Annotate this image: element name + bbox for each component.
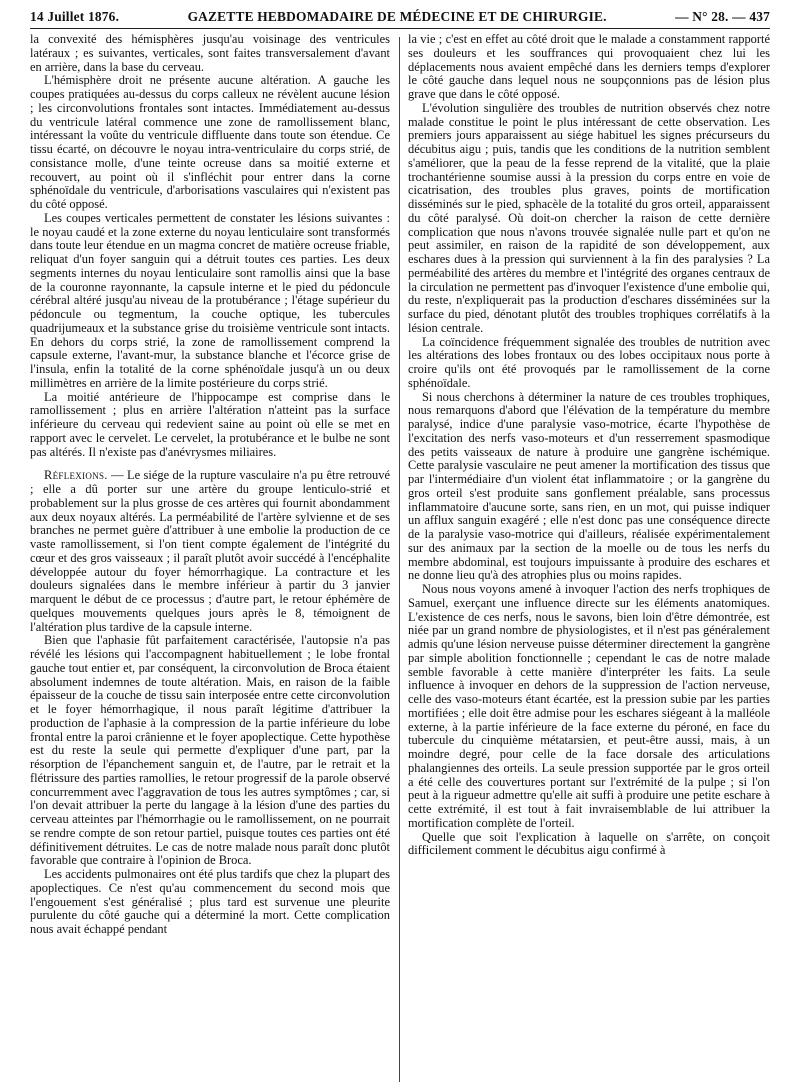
paragraph: Si nous cherchons à déterminer la nature de ces troubles trophiques, nous remarquons d'abord que l'élévation de la température du membre paralysé, indice d'une paralysie vaso-motrice, écarte l'hypothèse de l'excitation des nerfs vaso-moteurs et d'un resserrement spasmodique des petits vaisseaux de nature à produire une gangrène ischémique. Cette paralysie vasculaire ne peut amener la mortification des tissus que par l'intermédiaire d'un violent état inflammatoire ; or la gangrène du gros orteil s'est produite sans gonflement préalable, sans processus inflammatoire d'aucune sorte, sans rien, en un mot, qui puisse indiquer un afflux sanguin exagéré ; elle n'est donc pas une conséquence directe de la paralysie vaso-motrice qui d'ailleurs, réalisée expérimentalement sur des animaux par la section de la moelle ou de tous les nerfs du membre abdominal, est toujours impuissante à produire des eschares et ne donne lieu qu'à des atrophies plus ou moins rapides.	[408, 389, 770, 583]
paragraph-text: — Le siége de la rupture vasculaire n'a pu être retrouvé ; elle a dû porter sur une artère du groupe lenticulo-strié et probablement sur la plus grosse de ces artères qui fournit abondamment aux deux noyaux altérés. La perméabilité de l'artère sylvienne et de ses branches ne permet guère d'attribuer à une embolie la production de ce vaste ramollissement, si l'on tient compte également de l'intégrité du cœur et des gros vaisseaux ; il paraît plutôt avoir succédé à l'encéphalite développée autour du foyer hémorrhagique. La contracture et les douleurs signalées dans le membre inférieur à partir du 3 janvier marquent le début de ce processus ; d'autre part, le retour éphémère de quelques mouvements quelques jours après le 8, témoignent de l'altération plus tardive de la capsule interne.	[30, 468, 390, 634]
header-page-info	[675, 6, 770, 28]
section-label: Réflexions.	[44, 468, 108, 483]
paragraph: La moitié antérieure de l'hippocampe est comprise dans le ramollissement ; plus en arrière l'altération n'atteint pas la surface inférieure du cerveau qui redevient saine au point où elle se met en rapport avec le cervelet. Le cervelet, la protubérance et le bulbe ne sont pas altérés. Il n'existe pas d'anévrysmes miliaires.	[30, 389, 390, 459]
paragraph: la vie ; c'est en effet au côté droit que le malade a constamment rapporté ses douleurs et les souffrances qui provoquaient chez lui les déplacements nous avaient empêché dans les derniers temps d'explorer le côté gauche dans lequel nous ne soupçonnions pas de lésion plus grave que dans le côté opposé.	[408, 33, 770, 101]
paragraph: Nous nous voyons amené à invoquer l'action des nerfs trophiques de Samuel, exerçant une influence directe sur les éléments anatomiques. L'existence de ces nerfs, nous le savons, bien loin d'être démontrée, est niée par un grand nombre de physiologistes, et il n'est pas généralement admis qu'une lésion nerveuse puisse déterminer directement la gangrène par simple abolition fonctionnelle ; cependant le cas de notre malade semble favorable à cette manière d'interpréter les faits. La seule influence à invoquer en dehors de la suppression de l'action nerveuse, celle des vaso-moteurs étant écartée, est la pression subie par les parties mortifiées ; elle doit être admise pour les eschares siégeant à la malléole externe, à la partie inférieure de la face externe du péroné, en face du tubercule du cinquième métatarsien, et peut-être aussi, mais, à un moindre degré, pour celle de la face dorsale des articulations phalangiennes des orteils. La seule pression supportée par le gros orteil a été celle des couvertures portant sur l'extrémité de la pulpe ; si l'on peut à la rigueur admettre qu'elle ait suffi à produire une petite eschare à cette extrémité, il est tout à fait invraisemblable de lui attribuer la mortification complète de l'orteil.	[408, 582, 770, 830]
paragraph: La coïncidence fréquemment signalée des troubles de nutrition avec les altérations des lobes frontaux ou des lobes occipitaux nous porte à croire qu'ils ont été provoqués par le ramollissement de la corne sphénoïdale.	[408, 334, 770, 390]
header-issue-number: — N° 28. —	[675, 9, 746, 24]
column-rule	[399, 37, 400, 1082]
header-page-number: 437	[749, 9, 770, 24]
paragraph: L'hémisphère droit ne présente aucune altération. A gauche les coupes pratiquées au-dessus du corps calleux ne révèlent aucune lésion ; les circonvolutions frontales sont intactes. Immédiatement au-dessus du ventricule latéral commence une zone de ramollissement blanc, intéressant la voûte du ventricule diffluente dans toute son étendue. Ce tissu écarté, on découvre le noyau intra-ventriculaire du corps strié, de consistance molle, d'une teinte ocreuse dans sa moitié externe et recouvert, au point où il s'infléchit pour entrer dans la corne sphénoïdale du ventricule, d'arborisations vasculaires qui n'existent pas du côté opposé.	[30, 73, 390, 211]
paragraph: Les coupes verticales permettent de constater les lésions suivantes : le noyau caudé et la zone externe du noyau lenticulaire sont transformés dans toute leur étendue en un magma concret de matière ocreuse friable, reliquat d'un foyer sanguin qui a détruit toutes ces parties. Les deux segments internes du noyau lenticulaire sont ramollis ainsi que la base de la couronne rayonnante, la capsule interne et le pied du pédoncule cérébral altéré jusqu'au niveau de la protubérance ; l'étage supérieur du pédoncule ou tegmentum, la couche optique, les tubercules quadrijumeaux et la substance grise du troisième ventricule sont intacts. En dehors du corps strié, la zone de ramollissement comprend la capsule externe, l'avant-mur, la substance blanche et l'écorce grise de l'insula, enfin la totalité de la corne sphénoïdale jusqu'à un ou deux millimètres en arrière de la limite postérieure du corps strié.	[30, 210, 390, 390]
paragraph-reflexions	[30, 469, 390, 634]
paragraph: la convexité des hémisphères jusqu'au voisinage des ventricules latéraux ; es suivantes, verticales, sont faites transversalement d'avant en arrière, dans la base du cerveau.	[30, 33, 390, 74]
paragraph: L'évolution singulière des troubles de nutrition observés chez notre malade constitue le point le plus intéressant de cette observation. Les premiers jours apparaissent au siége habituel les signes précurseurs du décubitus aigu ; puis, tandis que les conditions de la nutrition semblent s'améliorer, que la peau de la fesse reprend de la vitalité, que la plaie trochantérienne soumise aussi à la pression du corps entre en voie de cicatrisation, des troubles plus graves, points de mortification disséminés sur le pied, sphacèle de la totalité du gros orteil, apparaissent du côté paralysé. Où doit-on chercher la raison de cette dernière complication que nous n'avons trouvée signalée nulle part et qu'on ne peut assimiler, en raison de la rapidité de son développement, aux eschares dues à la pression qui surviennent à la fin des paralysies ? La perméabilité des artères du membre et l'intégrité des organes centraux de la circulation ne permettent pas d'invoquer l'existence d'une embolie qui, du reste, n'expliquerait pas la production d'eschares disséminées sur la surface du pied, dénotant plutôt des troubles trophiques corrélatifs à la lésion centrale.	[408, 100, 770, 335]
header-journal-title: GAZETTE HEBDOMADAIRE DE MÉDECINE ET DE CHIRURGIE.	[187, 9, 607, 24]
left-column	[30, 33, 390, 1085]
paragraph: Quelle que soit l'explication à laquelle on s'arrête, on conçoit difficilement comment le décubitus aigu confirmé à	[408, 829, 770, 858]
paragraph: Bien que l'aphasie fût parfaitement caractérisée, l'autopsie n'a pas révélé les lésions qui l'accompagnent habituellement ; le lobe frontal gauche tout entier et, par conséquent, la circonvolution de Broca étaient absolument indemnes de toute altération. Mais, en raison de la faible épaisseur de la couche de tissu sain interposée entre cette circonvolution et le foyer hémorrhagique, il nous paraît légitime d'attribuer la production de l'aphasie à la compression de la partie inférieure du lobe frontal entre la paroi crânienne et le foyer apoplectique. Cette hypothèse est du reste la seule qui permette d'expliquer d'une part, par la résorption de l'épanchement sanguin et, de l'autre, par le retrait et la flétrissure des parties ramollies, le retour progressif de la parole observé concurremment avec l'aggravation de tous les autres symptômes ; car, si l'on devait attribuer la perte du langage à la lésion d'une des parties du cerveau atteintes par l'hémorrhagie ou le ramollissement, on ne pourrait se rendre compte de son retour partiel, puisque toutes ces parties ont été définitivement détruites. Le cas de notre malade nous paraît donc plutôt favorable que contraire à l'opinion de Broca.	[30, 633, 390, 868]
header-date: 14 Juillet 1876.	[30, 9, 120, 24]
running-header	[30, 6, 770, 29]
right-column	[408, 33, 770, 1085]
paragraph: Les accidents pulmonaires ont été plus tardifs que chez la plupart des apoplectiques. Ce n'est qu'au commencement du second mois que l'engouement s'est généralisé ; plus tard est survenue une pleurite purulente du côté gauche qui a déterminé la mort. Cette complication nous avait échappé pendant	[30, 867, 390, 936]
text-columns	[30, 33, 770, 1085]
